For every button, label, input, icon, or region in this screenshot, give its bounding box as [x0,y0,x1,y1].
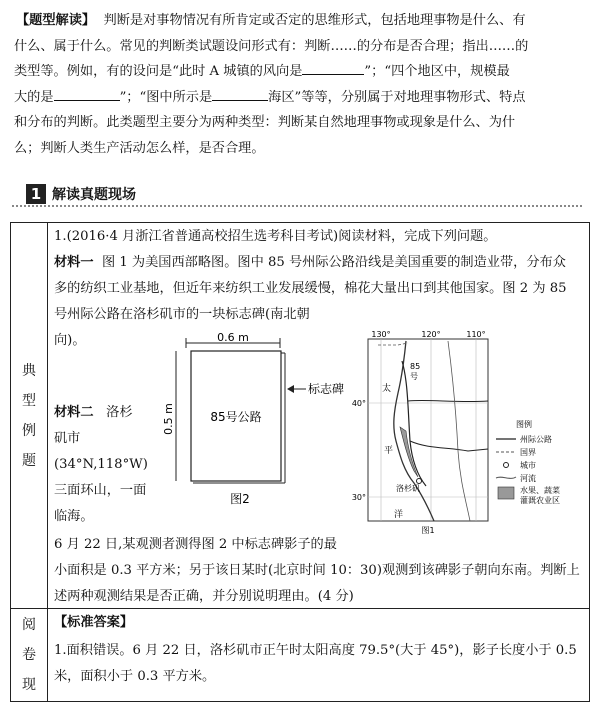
material-2-line-2: 矶市 [54,431,81,446]
intro-line-6: 么；判断人类生产活动怎么样，是否合理。 [14,140,265,156]
lat-label: 40° [351,399,366,408]
intro-line-4a: 大的是 [14,89,54,105]
legend-label: 河流 [520,474,536,483]
intro-line-5: 和分布的判断。此类题型主要分为两种类型：判断某自然地理事物或现象是什么、为什 [14,115,516,130]
place-label: 号 [410,372,418,381]
figure-2-caption: 图2 [230,492,250,506]
section-title: 解读真题现场 [52,187,136,203]
side-label-marking [11,609,48,702]
answer-line-2: 米，面积小于 0.3 平方米。 [54,669,216,684]
lon-label: 130° [371,330,391,339]
place-label: 洋 [394,510,404,520]
material-1-label: 材料一 [54,255,94,270]
place-label: 洛杉矶 [396,484,420,493]
place-label: 平 [384,446,394,456]
lon-label: 110° [466,330,486,339]
lon-label: 120° [421,330,441,339]
figure-1-map [348,331,588,536]
sign-text: 85号公路 [210,410,262,424]
place-label: 85 [410,362,421,371]
blank-2 [54,86,120,101]
legend-label: 灌溉农业区 [520,496,560,505]
question-line-1: 6 月 22 日,某观测者测得图 2 中标志碑影子的最 [54,537,337,552]
legend-swatch-city [504,463,509,468]
section-divider [12,205,582,207]
figure-1-caption: 图1 [421,526,435,535]
question-line-2: 小面积是 0.3 平方米；另于该日某时(北京时间 10：30)观测到该碑影子朝向东南。判断上 [54,563,580,578]
side-char: 例 [22,422,36,439]
material-2-line-4: 三面环山，一面 [54,483,147,498]
legend-label: 州际公路 [520,435,552,444]
intro-line-1: 判断是对事物情况有所肯定或否定的思维形式，包括地理事物是什么、有 [103,13,526,28]
legend-title: 图例 [516,420,532,429]
pointer-arrow [287,385,294,393]
map-frame [368,339,488,521]
figure-2-sign-diagram [158,331,345,508]
side-char: 现 [22,677,36,693]
pointer-label: 标志碑 [308,382,345,396]
intro-paragraph [14,8,588,161]
intro-line-4c: 海区”等等，分别属于对地理事物形式、特点 [268,89,526,105]
material-2-line-3: (34°N,118°W) [54,457,148,472]
side-char: 阅 [22,617,36,633]
intro-line-3: 类型等。例如，有的设问是“此时 A 城镇的风向是 [14,64,303,79]
material-1-line-4: 向)。 [54,333,86,348]
legend-label: 水果、蔬菜 [520,486,560,495]
section-header [26,183,136,205]
side-char: 卷 [22,647,36,663]
legend-swatch-agriculture [498,487,514,499]
answer-line-1: 1.面积错误。6 月 22 日，洛杉矶市正午时太阳高度 79.5°(大于 45°)，影子长度小于 0.5 [54,643,577,658]
side-label-examples [11,223,48,609]
intro-line-2: 什么、属于什么。常见的判断类试题设问形式有：判断……的分布是否合理；指出……的 [14,38,529,54]
intro-line-3b: ”；“四个地区中，规模最 [364,64,510,79]
question-cell [48,223,590,609]
side-char: 题 [22,452,36,469]
answer-label: 【标准答案】 [54,615,134,630]
legend-swatch-river [496,477,516,478]
blank-1 [302,60,364,75]
material-1-line-1 [54,251,566,275]
place-label: 太 [382,384,392,394]
material-1-line-2: 多的纺织工业基地，但近年来纺织工业发展缓慢，棉花大量出口到其他国家。图 2 为 85 [54,281,567,296]
lat-label: 30° [351,493,366,502]
question-line-3: 述两种观测结果是否正确，并分别说明理由。(4 分) [54,589,354,604]
material-1-text-a: 图 1 为美国西部略图。图中 85 号州际公路沿线是美国重要的制造业带，分布众 [101,255,566,270]
map-legend [496,419,560,505]
question-title: 1.(2016·4 月浙江省普通高校招生选考科目考试)阅读材料，完成下列问题。 [54,229,497,244]
answer-cell [48,609,590,702]
intro-heading: 【题型解读】 [16,13,96,28]
city-marker-la [417,479,422,484]
material-2-line-5: 临海。 [54,509,94,524]
intro-line-4b: ”；“图中所示是 [119,89,213,105]
material-2-text-a: 洛杉 [106,405,133,420]
legend-label: 城市 [520,461,536,470]
material-1-line-3: 号州际公路在洛杉矶市的一块标志碑(南北朝 [54,307,310,322]
material-2-line-1 [54,401,133,425]
width-label: 0.6 m [217,331,249,344]
blank-3 [212,86,268,101]
section-number: 1 [26,184,46,204]
example-table [10,222,590,702]
side-char: 型 [22,392,36,409]
material-2-label: 材料二 [54,405,94,420]
legend-label: 国界 [520,448,536,457]
height-label: 0.5 m [162,403,175,435]
side-char: 典 [22,362,36,379]
